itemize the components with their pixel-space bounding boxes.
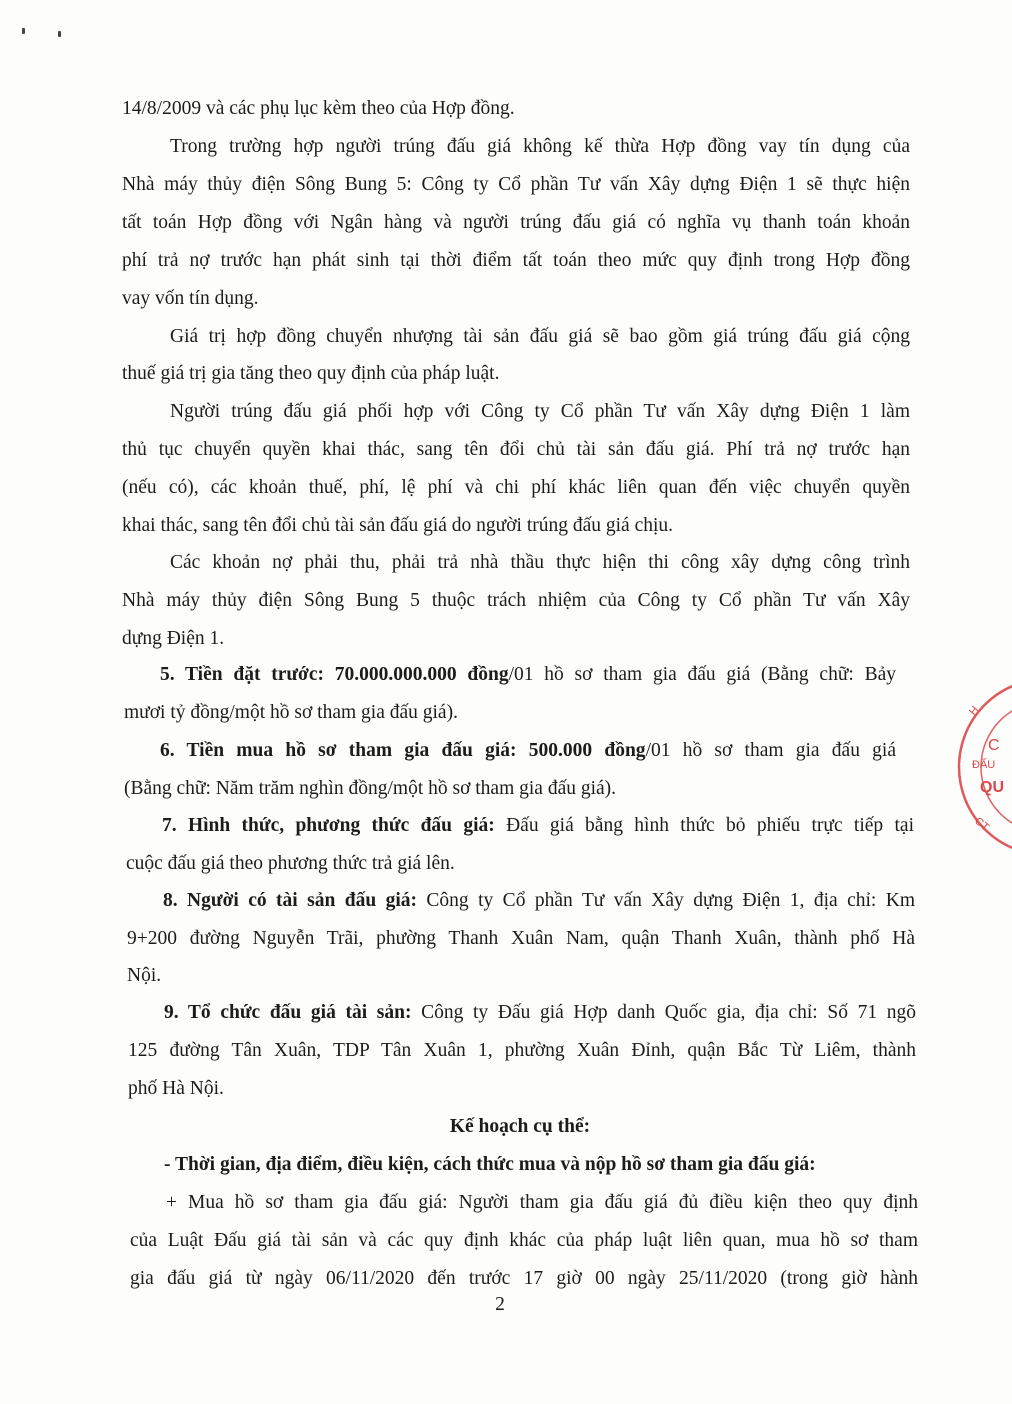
section-6-text: /01 hồ sơ tham gia đấu giá (645, 740, 897, 761)
text-line: Giá trị hợp đồng chuyển nhượng tài sản đấu giá sẽ bao gồm giá trúng đấu giá cộng (170, 326, 910, 347)
text-line: tất toán Hợp đồng với Ngân hàng và người trúng đấu giá có nghĩa vụ thanh toán khoản (122, 212, 910, 233)
section-5-text: /01 hồ sơ tham gia đấu giá (Bằng chữ: Bảy (508, 664, 896, 685)
section-9-label: 9. Tổ chức đấu giá tài sản: (164, 1002, 412, 1023)
svg-text:CT: CT (972, 815, 992, 834)
text-line: mươi tỷ đồng/một hồ sơ tham gia đấu giá). (124, 702, 458, 723)
text-line: của Luật Đấu giá tài sản và các quy định khác của pháp luật liên quan, mua hồ sơ tham (130, 1230, 918, 1251)
section-7-label: 7. Hình thức, phương thức đấu giá: (162, 815, 495, 836)
text-line: cuộc đấu giá theo phương thức trả giá lên. (126, 853, 455, 874)
section-7-line (162, 813, 914, 839)
text-line: 14/8/2009 và các phụ lục kèm theo của Hợp đồng. (122, 98, 515, 119)
text-line: + Mua hồ sơ tham gia đấu giá: Người tham gia đấu giá đủ điều kiện theo quy định (166, 1192, 918, 1213)
text-line: Nhà máy thủy điện Sông Bung 5: Công ty Cổ phần Tư vấn Xây dựng Điện 1 sẽ thực hiện (122, 174, 910, 195)
text-line: Các khoản nợ phải thu, phải trả nhà thầu thực hiện thi công xây dựng công trình (170, 552, 910, 573)
text-line: Trong trường hợp người trúng đấu giá không kế thừa Hợp đồng vay tín dụng của (170, 136, 910, 157)
stamp-text-dau: ĐẤU (972, 759, 996, 771)
text-line: 9+200 đường Nguyễn Trãi, phường Thanh Xuân Nam, quận Thanh Xuân, thành phố Hà (127, 928, 915, 949)
plan-heading: Kế hoạch cụ thể: (449, 1116, 591, 1137)
section-7-text: Đấu giá bằng hình thức bỏ phiếu trực tiếp tại (494, 815, 914, 836)
sub-heading: - Thời gian, địa điểm, điều kiện, cách thức mua và nộp hồ sơ tham gia đấu giá: (164, 1154, 816, 1175)
section-9-text: Công ty Đấu giá Hợp danh Quốc gia, địa chỉ: Số 71 ngõ (411, 1002, 916, 1023)
page-number: 2 (495, 1294, 505, 1315)
section-8-text: Công ty Cổ phần Tư vấn Xây dựng Điện 1, địa chỉ: Km (417, 890, 915, 911)
section-6-line (160, 738, 896, 764)
section-5-line (160, 662, 896, 688)
section-5-label: 5. Tiền đặt trước: 70.000.000.000 đồng (160, 664, 509, 685)
text-line: khai thác, sang tên đổi chủ tài sản đấu giá do người trúng đấu giá chịu. (122, 515, 674, 536)
stamp-text-qu: QU (980, 779, 1004, 796)
text-line: 125 đường Tân Xuân, TDP Tân Xuân 1, phường Xuân Đỉnh, quận Bắc Từ Liêm, thành (128, 1040, 916, 1061)
red-seal-stamp (952, 672, 1012, 862)
stamp-text-c: C (988, 737, 1000, 754)
text-line: Nội. (127, 965, 162, 986)
section-9-line (164, 1000, 916, 1026)
scan-mark (58, 31, 61, 37)
text-line: gia đấu giá từ ngày 06/11/2020 đến trước 17 giờ 00 ngày 25/11/2020 (trong giờ hành (130, 1268, 918, 1289)
text-line: (Bằng chữ: Năm trăm nghìn đồng/một hồ sơ tham gia đấu giá). (124, 778, 617, 799)
text-line: phố Hà Nội. (128, 1078, 224, 1099)
text-line: phí trả nợ trước hạn phát sinh tại thời điểm tất toán theo mức quy định trong Hợp đồng (122, 250, 910, 271)
section-6-label: 6. Tiền mua hồ sơ tham gia đấu giá: 500.000 đồng (160, 740, 646, 761)
svg-text:H: H (967, 704, 982, 718)
text-line: vay vốn tín dụng. (122, 288, 259, 309)
scan-mark (22, 28, 25, 34)
text-line: dựng Điện 1. (122, 628, 225, 649)
text-line: Nhà máy thủy điện Sông Bung 5 thuộc trách nhiệm của Công ty Cổ phần Tư vấn Xây (122, 590, 910, 611)
text-line: (nếu có), các khoản thuế, phí, lệ phí và chi phí khác liên quan đến việc chuyển quyền (122, 477, 910, 498)
text-line: thuế giá trị gia tăng theo quy định của pháp luật. (122, 363, 500, 384)
section-8-line (163, 888, 915, 914)
section-8-label: 8. Người có tài sản đấu giá: (163, 890, 417, 911)
text-line: Người trúng đấu giá phối hợp với Công ty Cổ phần Tư vấn Xây dựng Điện 1 làm (170, 401, 910, 422)
text-line: thủ tục chuyển quyền khai thác, sang tên đổi chủ tài sản đấu giá. Phí trả nợ trước hạn (122, 439, 910, 460)
red-seal-stamp-graphic (952, 672, 1012, 862)
